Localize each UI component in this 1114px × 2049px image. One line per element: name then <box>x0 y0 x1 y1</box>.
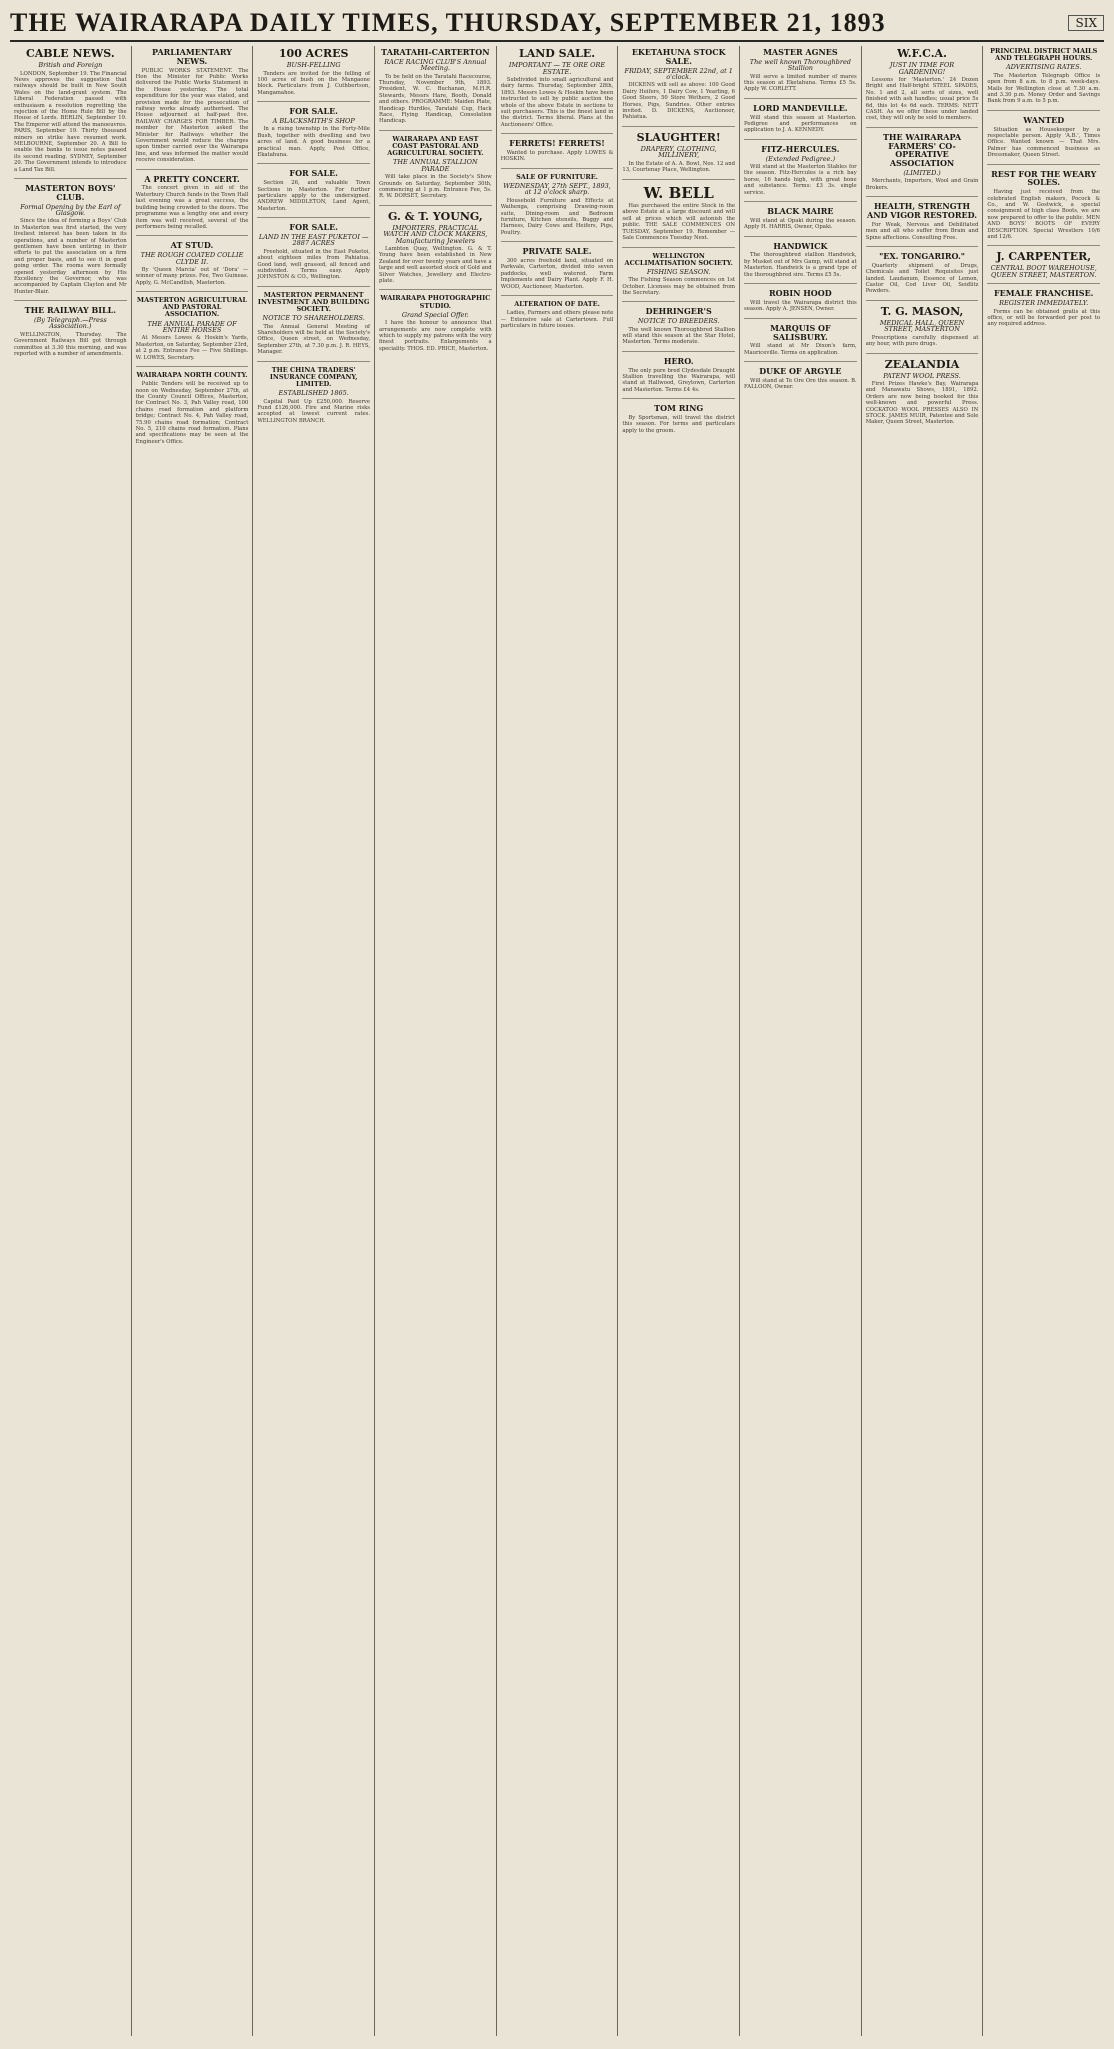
block-heading: DUKE OF ARGYLE <box>759 366 842 377</box>
block-body: Ladies, Farmers and others please note — Extensive sale at Cartertown. Full particulars in future issues. <box>500 310 614 329</box>
block-heading: FOR SALE. <box>289 168 338 179</box>
block-heading: AT STUD. <box>170 240 214 251</box>
block-body: The Annual General Meeting of Shareholders will be held at the Society's Office, Queen street, on Wednesday, September 27th, at 7.30 p.m. J. R. HEYS, Manager. <box>257 323 371 356</box>
block-body: PUBLIC WORKS STATEMENT. The Hon the Minister for Public Works delivered the Public Works Statement in the House yesterday. The total expenditure for the year was stated, and provision made for the prosecution of railway works already authorised. The House adjourned at half-past five. RAILWAY CHARGES FOR TIMBER. The member for Masterton asked the Minister for Railways whether the Government would reduce the charges upon timber carried over the Wairarapa line, and was informed the matter would receive consideration. <box>135 67 249 164</box>
block-body: Will stand this season at Masterton. Pedigree and performances on application to J. A. KENNEDY. <box>744 114 857 134</box>
advert-block <box>501 139 614 169</box>
block-heading: HEALTH, STRENGTH AND VIGOR RESTORED. <box>867 201 978 220</box>
advert-block <box>379 136 492 206</box>
advert-block <box>622 185 735 248</box>
advert-block <box>136 241 249 292</box>
block-body: Having just received from the celebrated English makers, Pocock & Co., and W. Gostwick, a special consignment of high class Boots, we are now prepared to offer to the public. MEN AND BOYS' BOOTS OF EVERY DESCRIPTION. Special Wrestlers 10/6 and 12/6. <box>987 189 1101 240</box>
block-body: In the Estate of A. A. Bowl, Nos. 12 and 13, Courtenay Place, Wellington. <box>622 160 736 174</box>
advert-block <box>136 372 249 450</box>
advert-block <box>501 174 614 242</box>
block-subheading: IMPORTERS, PRACTICAL WATCH AND CLOCK MAKERS, Manufacturing Jewelers <box>383 223 488 245</box>
block-body: Section 26, and valuable Town Sections in Masterton. For further particulars apply to the undersigned. ANDREW MIDDLETON, Land Agent, Masterton. <box>257 180 371 212</box>
block-heading: SLAUGHTER! <box>636 130 721 144</box>
block-body: Freehold, situated in the East Puketoi, about eighteen miles from Pahiatua. Good land, well grassed, all fenced and subdivided. Terms easy. Apply JOHNSTON & CO., Wellington. <box>257 248 371 281</box>
column-3 <box>253 46 375 2036</box>
column-8 <box>862 46 984 2036</box>
block-heading: THE WAIRARAPA FARMERS' CO-OPERATIVE ASSOCIATION <box>882 131 962 169</box>
advert-block <box>744 104 857 140</box>
advert-block <box>987 289 1100 332</box>
block-heading: W.F.C.A. <box>897 47 947 60</box>
block-heading: LORD MANDEVILLE. <box>753 102 848 113</box>
block-subheading: (Extended Pedigree.) <box>765 154 836 163</box>
advert-block <box>744 145 857 202</box>
block-body: Since the idea of forming a Boys' Club in Masterton was first started, the very liveliest interest has been taken in its operations, and a number of Masterton gentlemen have been untiring in their efforts to put the association on a firm and proper basis, and to see it in good going order. The rooms were formally opened yesterday afternoon by His Excellency the Governor, who was accompanied by Captain Clayton and Mr Hunter-Blair. <box>14 218 127 295</box>
block-subheading: Formal Opening by the Earl of Glasgow. <box>20 202 121 217</box>
advert-block <box>379 295 492 357</box>
block-body: Lessons for 'Masterton.' 24 Dozen Bright and Half-bright STEEL SPADES, No. 1 and 2, all sorts of sizes, well finished with ash handles; usual price 5s 6d, this lot 4s 6d each. TERMS: NETT CASH. As we offer these under landed cost, they will only be sold to members. <box>865 76 979 122</box>
advert-block <box>622 307 735 351</box>
block-subheading: RACE RACING CLUB'S Annual Meeting. <box>384 57 487 73</box>
block-subheading: DRAPERY, CLOTHING, MILLINERY, <box>640 144 717 160</box>
block-heading: MASTERTON BOYS' CLUB. <box>25 183 116 202</box>
block-heading: FITZ-HERCULES. <box>761 143 840 154</box>
block-heading: DEHRINGER'S <box>645 306 712 317</box>
advert-block <box>744 289 857 319</box>
block-body: Lambton Quay, Wellington. G. & T. Young have been established in New Zealand for over twenty years and have a large and well assorted stock of Gold and Silver Watches, Jewellery and Electro-plate. <box>379 246 492 285</box>
block-body: Capital Paid Up £250,000. Reserve Fund £126,000. Fire and Marine risks accepted at lowest current rates. WELLINGTON BRANCH. <box>257 398 371 424</box>
column-1 <box>10 46 132 2036</box>
block-heading: PARLIAMENTARY NEWS. <box>152 47 232 66</box>
block-subheading: NOTICE TO BREEDERS. <box>637 317 720 326</box>
advert-block <box>866 48 979 128</box>
advert-block <box>257 107 370 164</box>
block-body: Prescriptions carefully dispensed at any hour, with pure drugs. <box>865 334 979 348</box>
block-subheading: PATENT WOOL PRESS. <box>883 371 961 380</box>
block-body: Will stand at Te Ore Ore this season. B. FALLOON, Owner. <box>744 377 857 391</box>
block-heading: FOR SALE. <box>289 222 338 233</box>
page-label: SIX <box>1068 15 1104 31</box>
block-subheading: The well known Thoroughbred Stallion <box>749 57 851 73</box>
block-subheading: CENTRAL BOOT WAREHOUSE, QUEEN STREET, MASTERTON. <box>990 264 1097 279</box>
block-heading: ROBIN HOOD <box>769 288 832 299</box>
block-subheading: LAND IN THE EAST PUKETOI — 2887 ACRES <box>258 232 369 248</box>
block-heading: SALE OF FURNITURE. <box>516 172 598 181</box>
block-heading: 100 ACRES <box>278 47 349 60</box>
block-subheading: ESTABLISHED 1865. <box>278 389 349 398</box>
block-body: The well known Thoroughbred Stallion will stand this season at the Star Hotel, Masterton. Terms moderate. <box>622 326 736 346</box>
block-heading: J. CARPENTER, <box>996 250 1092 264</box>
block-heading: THE RAILWAY BILL. <box>24 305 117 316</box>
block-body: The thoroughbred stallion Handwick, by Musket out of Mrs Gamp, will stand at Masterton. Handwick is a grand type of the thoroughbred sire. Terms £5 5s. <box>744 252 857 278</box>
block-body: DICKENS will sell as above: 100 Good Dairy Heifers, 1 Dairy Cow, 1 Yearling, 6 Good Steers, 50 Store Wethers, 2 Good Horses, Pigs, Sundries. Other entries invited. D. DICKENS, Auctioneer, Pahiatua. <box>622 82 736 121</box>
block-subheading: Grand Special Offer. <box>401 310 469 319</box>
advert-block <box>14 306 127 362</box>
advert-block <box>987 48 1100 111</box>
block-body: The Masterton Telegraph Office is open from 8 a.m. to 8 p.m. week-days. Mails for Wellington close at 7.30 a.m. and 3.30 p.m. Money Order and Savings Bank from 9 a.m. to 5 p.m. <box>987 72 1101 105</box>
block-subheading: (LIMITED.) <box>903 168 941 177</box>
block-heading: MASTERTON PERMANENT INVESTMENT AND BUILDING SOCIETY. <box>257 290 370 314</box>
block-body: Household Furniture and Effects at Waihenga, comprising Drawing-room suite, Dining-room and Bedroom furniture, Kitchen utensils, Buggy and Harness, Dairy Cows and Heifers, Pigs, Poultry. <box>500 197 614 236</box>
advert-block <box>866 202 979 247</box>
advert-block <box>744 324 857 362</box>
block-heading: ZEALANDIA <box>884 357 960 371</box>
advert-block <box>987 251 1100 284</box>
block-heading: FERRETS! FERRETS! <box>509 138 605 149</box>
block-body: The Fishing Season commences on 1st October. Licenses may be obtained from the Secretary. <box>622 277 736 296</box>
block-body: I have the honour to announce that arrangements are now complete with which to supply my patrons with the very finest portraits. Enlargements a speciality. THOS. ED. PRICE, Masterton. <box>379 320 492 352</box>
block-body: Situation as Housekeeper by a respectable person. Apply 'A.B.', Times Office. Wanted known — That Mrs. Palmer has commenced business as Dressmaker, Queen Street. <box>987 126 1101 159</box>
advert-block <box>866 306 979 354</box>
block-heading: WAIRARAPA NORTH COUNTY. <box>136 371 248 380</box>
advert-block <box>622 48 735 127</box>
block-body: WELLINGTON, Thursday. The Government Railways Bill got through committee at 3.30 this morning, and was reported with a number of amendments. <box>14 331 127 358</box>
block-heading: HANDWICK <box>773 240 828 251</box>
block-subheading: WEDNESDAY, 27th SEPT., 1893, at 12 o'clock sharp. <box>503 181 611 197</box>
block-body: 300 acres freehold land, situated on Parkvale, Carterton, divided into seven paddocks, well watered. Farm Implements and Dairy Plant. Apply F. H. WOOD, Auctioneer, Masterton. <box>500 257 614 290</box>
block-body: Has purchased the entire Stock in the above Estate at a large discount and will sell at prices which will astonish the public. THE SALE COMMENCES ON TUESDAY, September 19. Remember — Sale Commences Tuesday Next. <box>622 203 736 242</box>
block-heading: G. & T. YOUNG, <box>387 209 483 223</box>
block-body: Public Tenders will be received up to noon on Wednesday, September 27th, at the County Council Offices, Masterton, for Contract No. 3, Pah Valley road, 100 chains road formation and platform bridge; Contract No. 4, Pah Valley road, 75.90 chains road formation; Contract No. 5, 210 chains road formation. Plans and specifications may be seen at the Engineer's Office. <box>135 381 249 445</box>
block-heading: FEMALE FRANCHISE. <box>993 288 1094 299</box>
advert-block <box>622 132 735 180</box>
block-body: Tenders are invited for the felling of 100 acres of bush on the Mangaone block. Particulars from J. Cuthbertson, Mangamahoe. <box>257 70 371 96</box>
advert-block <box>136 48 249 170</box>
advert-block <box>866 133 979 197</box>
block-subheading: British and Foreign <box>38 61 103 70</box>
block-heading: TARATAHI-CARTERTON <box>381 47 490 57</box>
block-subheading: JUST IN TIME FOR GARDENING! <box>889 61 955 76</box>
column-6 <box>618 46 740 2036</box>
block-body: Will serve a limited number of mares this season at Eketahuna. Terms £5 5s. Apply W. CORLETT. <box>744 73 857 93</box>
block-subheading: REGISTER IMMEDIATELY. <box>999 299 1089 308</box>
block-body: To be held on the Taratahi Racecourse, Thursday, November 9th, 1893. President, W. C. Buchanan, M.H.R. Stewards, Messrs Hare, Booth, Donald and others. PROGRAMME: Maiden Plate, Handicap Hurdles, Taratahi Cup, Hack Race, Flying Handicap, Consolation Handicap. <box>379 73 492 125</box>
newspaper-title: THE WAIRARAPA DAILY TIMES, THURSDAY, SEPTEMBER 21, 1893 <box>10 8 886 37</box>
block-body: Will stand at Mr Dixon's farm, Mauriceville. Terms on application. <box>744 343 857 356</box>
advert-block <box>379 211 492 291</box>
block-heading: ALTERATION OF DATE. <box>514 299 600 308</box>
advert-block <box>379 48 492 131</box>
block-body: The concert given in aid of the Waterbury Church funds in the Town Hall last evening was a great success, the building being crowded to the doors. The programme was a lengthy one and every item was well received, several of the performers being recalled. <box>135 185 249 230</box>
block-body: By Sportsman, will travel the district this season. For terms and particulars apply to the groom. <box>622 415 736 434</box>
advert-block <box>14 184 127 301</box>
block-heading: THE CHINA TRADERS' INSURANCE COMPANY, LIMITED. <box>269 365 358 388</box>
block-heading: TOM RING <box>654 403 704 414</box>
advert-block <box>257 169 370 218</box>
block-heading: W. BELL <box>643 183 714 202</box>
block-body: Quarterly shipment of Drugs, Chemicals and Toilet Requisites just landed. Laudanum, Essence of Lemon, Castor Oil, Cod Liver Oil, Seidlitz Powders. <box>865 262 979 295</box>
columns-container <box>10 46 1104 2036</box>
block-body: Merchants, Importers, Wool and Grain Brokers. <box>865 178 979 191</box>
block-heading: FOR SALE. <box>289 106 338 117</box>
block-body: Will stand at the Masterton Stables for the season. Fitz-Hercules is a rich bay horse, 16 hands high, with great bone and substance. Terms: £3 3s. single service. <box>744 164 857 196</box>
advert-block <box>987 116 1100 165</box>
block-body: Wanted to purchase. Apply LOWES & HOSKIN. <box>500 149 614 163</box>
block-body: Will take place in the Society's Show Grounds on Saturday, September 30th, commencing at 1 p.m. Entrance Fee, 5s. R. W. DORSET, Secretary. <box>379 174 492 200</box>
advert-block <box>257 48 370 102</box>
block-subheading: BUSH-FELLING <box>286 61 341 70</box>
advert-block <box>257 223 370 287</box>
advert-block <box>257 292 370 362</box>
block-heading: MARQUIS OF SALISBURY. <box>770 322 831 342</box>
block-subheading: FISHING SEASON. <box>646 267 711 276</box>
block-subheading: FRIDAY, SEPTEMBER 22nd, at 1 o'clock. <box>624 66 733 81</box>
block-body: In a rising township in the Forty-Mile Bush, together with dwelling and two acres of land. A good business for a practical man. Apply, Post Office, Ekatahuna. <box>257 126 371 158</box>
advert-block <box>744 207 857 237</box>
advert-block <box>136 297 249 367</box>
block-subheading: THE ANNUAL PARADE OF ENTIRE HORSES <box>147 319 237 334</box>
advert-block <box>501 301 614 334</box>
advert-block <box>257 367 370 429</box>
block-body: The only pure bred Clydesdale Draught Stallion travelling the Wairarapa, will stand at Hallwood, Greytown, Carterton and Masterton. Terms £4 4s. <box>622 367 736 393</box>
block-heading: MASTER AGNES <box>763 47 838 57</box>
advert-block <box>14 48 127 179</box>
block-body: First Prizes Hawke's Bay, Wairarapa and Manawatu Shows, 1891, 1892. Orders are now being booked for this well-known and powerful Press. COCKATOO WOOL PRESSES ALSO IN STOCK. JAMES MUIR, Patentee and Sole Maker, Queen Street, Masterton. <box>865 381 979 426</box>
advert-block <box>501 247 614 296</box>
block-body: Forms can be obtained gratis at this office, or will be forwarded per post to any required address. <box>987 308 1101 328</box>
advert-block <box>622 357 735 399</box>
advert-block <box>622 253 735 303</box>
block-heading: REST FOR THE WEARY SOLES. <box>991 168 1097 188</box>
advert-block <box>744 242 857 284</box>
column-2 <box>132 46 254 2036</box>
block-subheading: A BLACKSMITH'S SHOP <box>272 116 355 125</box>
block-heading: PRIVATE SALE. <box>522 246 592 257</box>
column-9 <box>983 46 1104 2036</box>
advert-block <box>136 175 249 237</box>
advert-block <box>622 404 735 439</box>
block-body: Will travel the Wairarapa district this season. Apply A. JENSEN, Owner. <box>744 299 857 313</box>
block-body: By 'Queen Marcia' out of 'Dora' — winner of many prizes. Fee, Two Guineas. Apply, G. McCandlish, Masterton. <box>135 266 249 286</box>
block-body: Will stand at Opaki during the season. Apply H. HARRIS, Owner, Opaki. <box>744 217 857 231</box>
advert-block <box>866 359 979 431</box>
block-subheading: MEDICAL HALL, QUEEN STREET, MASTERTON <box>879 318 965 334</box>
advert-block <box>744 367 857 396</box>
advert-block <box>744 48 857 99</box>
block-subheading: (By Telegraph.—Press Association.) <box>33 316 107 331</box>
block-body: LONDON, September 19. The Financial News approves the suggestion that railways should be built in New South Wales on the land-grant system. The Liberal Federation passed with enthusiasm a resolution regretting the rejection of the Home Rule Bill by the House of Lords. BERLIN, September 19. The Emperor will attend the manoeuvres. PARIS, September 19. Thirty thousand miners on strike have resumed work. MELBOURNE, September 20. A Bill to enable the banks to issue notes passed its second reading. SYDNEY, September 20. The Government intends to introduce a Land Tax Bill. <box>14 70 127 173</box>
block-heading: PRINCIPAL DISTRICT MAILS AND TELEGRAPH HOURS. <box>990 47 1098 63</box>
block-subheading: THE ANNUAL STALLION PARADE <box>393 158 478 173</box>
block-heading: "EX. TONGARIRO." <box>879 250 965 261</box>
advert-block <box>501 48 614 134</box>
column-4 <box>375 46 497 2036</box>
advert-block <box>987 170 1100 247</box>
column-5 <box>497 46 619 2036</box>
block-heading: HERO. <box>663 355 694 366</box>
block-subheading: THE ROUGH COATED COLLIE CLYDE II. <box>140 251 244 266</box>
block-heading: WAIRARAPA AND EAST COAST PASTORAL AND AGRICULTURAL SOCIETY. <box>387 134 484 158</box>
block-body: For Weak, Nervous and Debilitated men and all who suffer from Brain and Spine affections. Consulting Free. <box>865 221 979 241</box>
block-body: At Messrs Lowes & Hoskin's Yards, Masterton, on Saturday, September 23rd, at 2 p.m. Entrance Fee — Five Shillings. W. LOWES, Secretary. <box>135 335 249 361</box>
block-heading: WAIRARAPA PHOTOGRAPHIC STUDIO. <box>380 294 491 310</box>
block-heading: CABLE NEWS. <box>25 47 115 60</box>
block-subheading: IMPORTANT — TE ORE ORE ESTATE. <box>508 61 606 76</box>
block-heading: EKETAHUNA STOCK SALE. <box>631 47 726 66</box>
column-7 <box>740 46 862 2036</box>
block-heading: A PRETTY CONCERT. <box>144 173 240 184</box>
block-heading: MASTERTON AGRICULTURAL AND PASTORAL ASSOCIATION. <box>136 296 248 319</box>
masthead <box>10 6 1104 42</box>
advert-block <box>866 252 979 301</box>
block-heading: WANTED <box>1023 114 1065 125</box>
block-body: Subdivided into small agricultural and dairy farms. Thursday, September 28th, 1893. Messrs Lowes & Hoskin have been instructed to sell by public auction the whole of the above Estate in sections to suit purchasers. This is the finest land in the district. Terms liberal. Plans at the Auctioneers' Office. <box>500 76 614 128</box>
block-heading: WELLINGTON ACCLIMATISATION SOCIETY. <box>624 251 733 267</box>
block-subheading: ADVERTISING RATES. <box>1005 63 1082 72</box>
block-subheading: NOTICE TO SHAREHOLDERS. <box>262 314 365 323</box>
block-heading: T. G. MASON, <box>880 304 964 318</box>
block-heading: BLACK MAIRE <box>767 206 834 217</box>
block-heading: LAND SALE. <box>518 47 596 60</box>
